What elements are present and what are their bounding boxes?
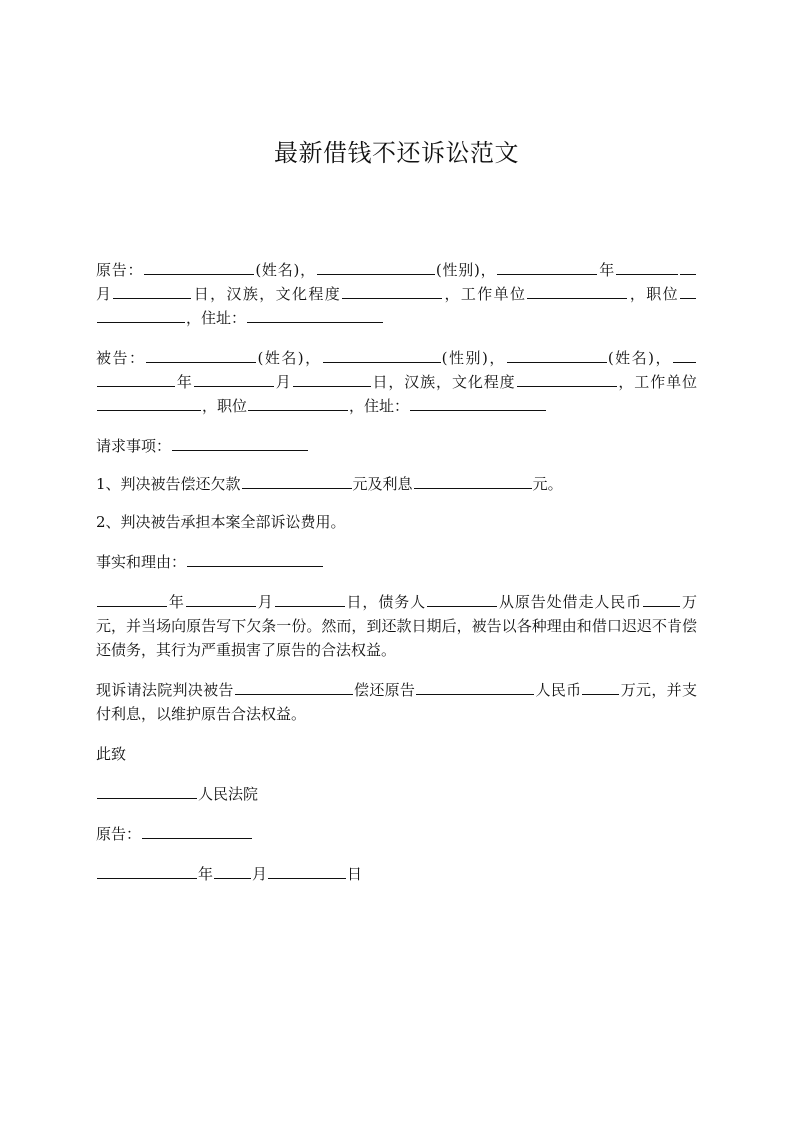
- blank: [414, 473, 532, 489]
- blank: [97, 783, 197, 799]
- plaintiff-label: 原告：: [96, 261, 144, 279]
- year-text: 年: [176, 373, 193, 391]
- claim-1-text-b: 元及利息: [352, 475, 413, 493]
- request-paragraph: [96, 678, 697, 726]
- blank: [97, 395, 201, 411]
- blank: [97, 307, 185, 323]
- blank: [293, 371, 371, 387]
- salutation-text: 此致: [96, 745, 127, 763]
- blank: [235, 679, 353, 695]
- blank: [247, 307, 383, 323]
- name-hint-2: (姓名)，: [607, 349, 672, 367]
- claim-1-text-a: 1、判决被告偿还欠款: [96, 475, 241, 493]
- blank: [680, 283, 696, 299]
- blank: [517, 371, 617, 387]
- address-text: ，住址：: [186, 309, 247, 327]
- position-text: ，职位: [202, 397, 248, 415]
- blank: [97, 371, 175, 387]
- blank: [410, 395, 546, 411]
- month-text: 月: [96, 285, 113, 303]
- blank: [673, 347, 696, 363]
- claim-1-text-c: 元。: [532, 475, 563, 493]
- facts-rest-text: 元，并当场向原告写下欠条一份。然而，到还款日期后，被告以各种理由和借口迟迟不肯偿还债务，其行为严重损害了原告的合法权益。: [96, 617, 697, 659]
- day-debtor-text: 日，债务人: [345, 593, 427, 611]
- wan-text: 万: [681, 593, 697, 611]
- month-text: 月: [274, 373, 292, 391]
- signature-line: [96, 822, 697, 846]
- blank: [616, 259, 678, 275]
- claims-heading: [96, 434, 697, 458]
- address-text: ，住址：: [349, 397, 410, 415]
- document-title: 最新借钱不还诉讼范文: [274, 139, 519, 167]
- date-line: [96, 862, 697, 886]
- name-hint: (姓名)，: [255, 261, 316, 279]
- year-text: 年: [598, 261, 615, 279]
- document-body: [96, 258, 697, 902]
- signature-label: 原告：: [96, 825, 142, 843]
- year-text: 年: [198, 865, 214, 883]
- blank: [214, 863, 251, 879]
- facts-label: 事实和理由：: [96, 553, 187, 571]
- blank: [242, 473, 352, 489]
- blank: [142, 823, 252, 839]
- blank: [317, 259, 435, 275]
- blank: [194, 371, 274, 387]
- facts-heading: [96, 550, 697, 574]
- blank: [680, 259, 696, 275]
- blank: [416, 679, 534, 695]
- month-text: 月: [252, 865, 268, 883]
- blank: [187, 551, 323, 567]
- blank: [527, 283, 627, 299]
- blank: [427, 591, 497, 607]
- year-text: 年: [168, 593, 185, 611]
- claims-label: 请求事项：: [96, 437, 172, 455]
- court-text: 人民法院: [198, 785, 259, 803]
- claim-2-text: 2、判决被告承担本案全部诉讼费用。: [96, 513, 346, 531]
- name-hint: (姓名)，: [257, 349, 322, 367]
- position-text: ，职位: [628, 285, 679, 303]
- request-text-d: 万元，并支付利息，以维护原告合法权益。: [96, 681, 697, 723]
- blank: [342, 283, 442, 299]
- defendant-label: 被告：: [96, 349, 146, 367]
- blank: [97, 591, 167, 607]
- request-text-b: 偿还原告: [353, 681, 416, 699]
- claim-item-1: [96, 472, 697, 496]
- salutation: [96, 742, 697, 766]
- work-unit-text: ，工作单位: [617, 373, 697, 391]
- blank: [268, 863, 346, 879]
- blank: [146, 347, 256, 363]
- day-ethnic-edu-text: 日，汉族，文化程度: [371, 373, 516, 391]
- month-text: 月: [256, 593, 274, 611]
- request-text-c: 人民币: [535, 681, 582, 699]
- gender-hint: (性别)，: [441, 349, 506, 367]
- plaintiff-paragraph: [96, 258, 697, 330]
- blank: [186, 591, 256, 607]
- blank: [172, 435, 308, 451]
- claim-item-2: [96, 510, 697, 534]
- blank: [144, 259, 254, 275]
- gender-hint: (性别)，: [435, 261, 497, 279]
- blank: [643, 591, 680, 607]
- day-text: 日: [347, 865, 363, 883]
- blank: [323, 347, 441, 363]
- work-unit-text: ，工作单位: [443, 285, 527, 303]
- blank: [275, 591, 345, 607]
- blank: [497, 259, 597, 275]
- borrow-text: 从原告处借走人民币: [498, 593, 643, 611]
- blank: [97, 863, 197, 879]
- blank: [507, 347, 607, 363]
- blank: [113, 283, 191, 299]
- blank: [582, 679, 619, 695]
- facts-paragraph: [96, 590, 697, 662]
- request-text-a: 现诉请法院判决被告: [96, 681, 234, 699]
- court-line: [96, 782, 697, 806]
- blank: [248, 395, 348, 411]
- defendant-paragraph: [96, 346, 697, 418]
- day-ethnic-edu-text: 日，汉族，文化程度: [192, 285, 342, 303]
